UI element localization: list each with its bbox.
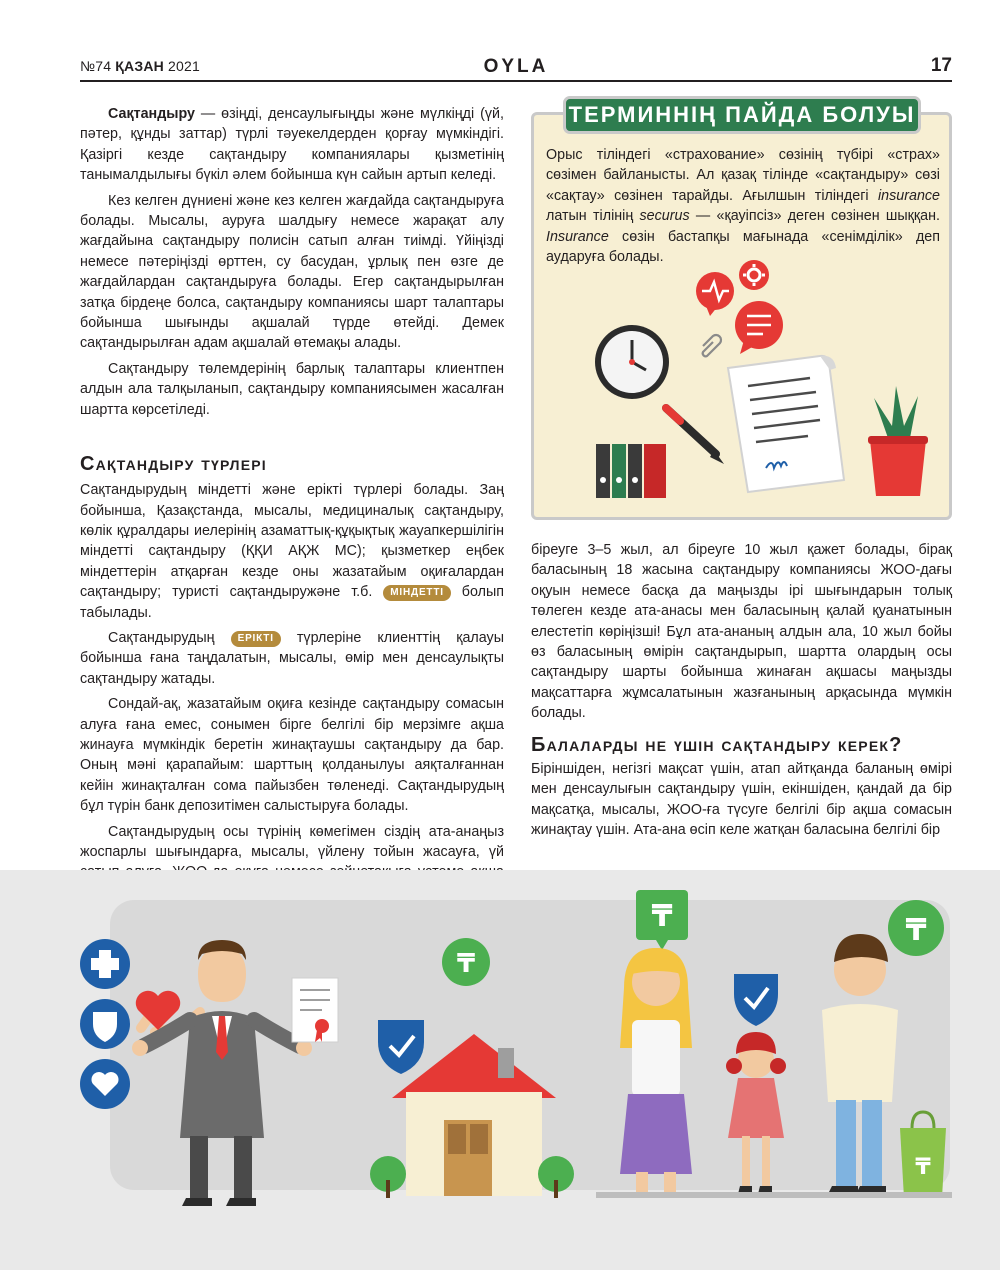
header-divider (80, 80, 952, 82)
svg-text:₸: ₸ (905, 913, 927, 948)
clock-icon (595, 325, 669, 399)
insurance-illustration-band (0, 870, 1000, 1270)
svg-text:₸: ₸ (651, 899, 673, 934)
term-origin-title: ТЕРМИННІҢ ПАЙДА БОЛУЫ (563, 96, 921, 134)
intro-definition: — өзіңді, денсаулығыңды және мүлкіңді (үй, пәтер, құнды заттар) түрлі тәуекелдерден қорғау мүмкіндігі. Қазіргі кезде сақтандыру компаниялары қызметінің танымалдылығы бүкіл әлем бойынша күн сайын артып келеді. (80, 106, 504, 184)
tenge-coin-icon-right (888, 900, 944, 956)
pulse-bubble-icon (696, 272, 734, 316)
insurance-illustration (0, 870, 1000, 1270)
section-heading-children: Балаларды не үшін сақтандыру керек? (531, 734, 903, 756)
svg-text:₸: ₸ (456, 949, 476, 979)
paperclip-icon (703, 335, 721, 356)
svg-text:₸: ₸ (915, 1155, 931, 1180)
document-signing-illustration (588, 258, 928, 508)
right-column-children (531, 733, 952, 841)
section-heading-types: Сақтандыру түрлері (80, 453, 267, 476)
continuation-paragraph: біреуге 3–5 жыл, ал біреуге 10 жыл қажет болады, бірақ баласының 18 жасына сақтандыру компаниясы ЖОО-дағы оқуын немесе басқа да маңызды ірі шығындарын толық төлеген кезде ата-анасы мен баласының қалай қуанатынын елестетіп көріңізші! Бұл ата-ананың алдын ала, 10 жыл бойы өз баласының өмірін сақтандырып, шартта олардың осы сақтандыру шарты бойынша жинаған ақшасы маңызды мақсаттарға жұмсалатынын жазғанының арқасында мүмкін болады. (531, 542, 952, 722)
children-paragraph-1: Біріншіден, негізгі мақсат үшін, атап айтқанда баланың өмірі мен денсаулығын сақтандыру үшін, екіншіден, қандай да бір мақсатқа, мысалы, ЖОО-ға түсуге белгілі бір ақша сомасын жинақтау үшін. Ата-ана өсіп келе жатқан баласына белгілі бір (531, 761, 952, 839)
term-origin-text: Орыс тіліндегі «страхование» сөзінің түбірі «страх» сөзімен байланысты. Ал қазақ тілінде «сақтандыру» сөзі «сақтау» сөзінен тарайды. Ағылшын тіліндегі insurance латын тілінің securus — «қауіпсіз» деген сөзінен шыққан. Insurance сөзін бастапқы мағынада «сенімділік» деп аударуға болады. (546, 147, 940, 266)
pen-icon (666, 408, 724, 464)
certificate-icon (292, 978, 338, 1042)
ground-line (596, 1192, 952, 1198)
right-column-continuation (531, 540, 952, 724)
intro-paragraph-3: Сақтандыру төлемдерінің барлық талаптары клиентпен алдын ала талқыланып, сақтандыру компаниясымен жасалған шартта көрсетіледі. (80, 360, 504, 418)
types-paragraph-1: Сақтандырудың міндетті және ерікті түрлері болады. Заң бойынша, Қазақстанда, мысалы, медициналық сақтандыру, көлік құралдары иелерінің азаматтық-құқықтық жауапкершілігін міндетті сақтандыру (ҚҚИ АҚЖ МС); қызметкер еңбек міндеттерін атқарған кезде оны жазатайым оқиғалардан сақтандыру; туристі сақтандыружәне т.б. МІНДЕТТІ болып табылады. (80, 482, 504, 621)
binders-icon (596, 444, 666, 498)
page-number: 17 (930, 55, 952, 76)
types-paragraph-4: Сақтандырудың осы түрінің көмегімен сіздің ата-анаңыз жоспарлы шығындарға, мысалы, үйлену тойын жасауға, үй (80, 823, 504, 860)
heart-badge-icon (80, 1059, 130, 1109)
message-bubble-icon (735, 301, 783, 354)
intro-term: Сақтандыру (108, 106, 195, 122)
tenge-coin-icon (442, 938, 490, 986)
issue-number: №74 (80, 58, 112, 74)
document-icon (728, 356, 844, 492)
issue-year: 2021 (168, 58, 200, 74)
shield-badge-icon (80, 999, 130, 1049)
magazine-logo: ОYLA (483, 56, 549, 77)
intro-paragraph (80, 104, 504, 186)
medical-cross-icon (80, 939, 130, 989)
page-header (80, 56, 952, 82)
types-paragraph-2: Сақтандырудың ЕРІКТІ түрлеріне клиенттің қалауы бойынша ғана таңдалатын, мысалы, өмір мен денсаулықты сақтандыру жатады. (80, 629, 504, 687)
tag-voluntary: ЕРІКТІ (231, 631, 281, 647)
issue-month: ҚАЗАН (115, 58, 164, 74)
tag-mandatory: МІНДЕТТІ (383, 585, 451, 601)
potted-plant-icon (868, 386, 928, 496)
types-paragraph-3: Сондай-ақ, жазатайым оқиға кезінде сақтандыру сомасын алуға ғана емес, сонымен бірге белгілі бір мерзімге ақша жинауға мүмкіндік беретін жинақтаушы сақтандыру да бар. Оның мәні қарапайым: шарттың қолданылуы аяқталғаннан кейін жинақталған сома пайызбен төленеді. Сақтандырудың бұл түрін банк депозитімен салыстыруға болады. (80, 696, 504, 815)
gear-bubble-icon (739, 260, 769, 290)
left-column (80, 104, 504, 903)
intro-paragraph-2: Кез келген дүниені және кез келген жағдайда сақтандыруға болады. Мысалы, ауруға шалдығу немесе жарақат алу жағдайына сақтандыру полисін сатып алған тиімді. Үйіңізді немесе пәтеріңізді өрттен, су басудан, ұрлық пен өзге де жағдайлардан сақтандыруға болады. Егер сақтандырылған затқа бірдеңе болса, сақтандыру компаниясы шарт талаптары бойынша шығынды ақшалай түрде өтейді. Демек сақтандырылған адам ақшалай өтемақы алады. (80, 192, 504, 352)
